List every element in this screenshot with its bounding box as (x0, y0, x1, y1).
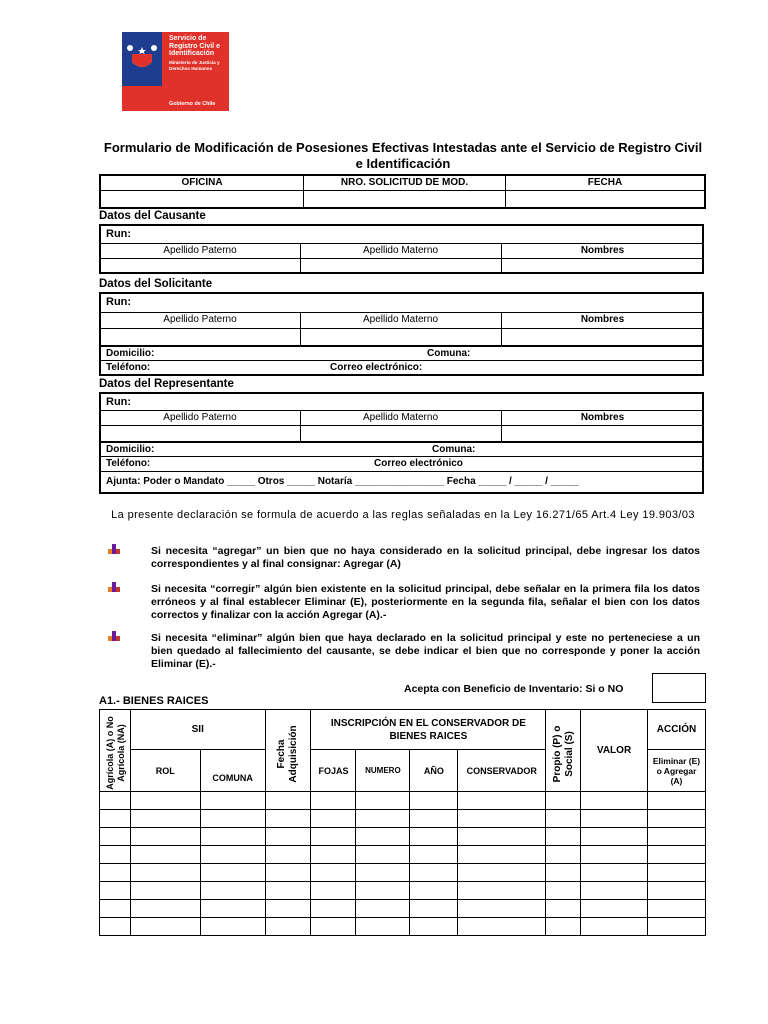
table-cell[interactable] (546, 828, 581, 846)
numero-header: NUMERO (356, 750, 410, 792)
note-agregar: Si necesita “agregar” un bien que no haya considerado en la solicitud principal, debe ingresar los datos correspondientes y al final consignar: Agregar (A) (151, 545, 700, 570)
table-cell[interactable] (581, 828, 648, 846)
table-cell[interactable] (581, 882, 648, 900)
table-cell[interactable] (458, 900, 546, 918)
table-cell[interactable] (130, 882, 200, 900)
table-cell[interactable] (130, 864, 200, 882)
bullet-icon (108, 581, 120, 593)
fecha-header: FECHA (506, 175, 706, 190)
table-cell[interactable] (200, 792, 265, 810)
table-cell[interactable] (200, 864, 265, 882)
accion-header: ACCIÓN (647, 710, 705, 750)
table-cell[interactable] (100, 846, 131, 864)
table-cell[interactable] (130, 792, 200, 810)
table-cell[interactable] (100, 918, 131, 936)
table-cell[interactable] (100, 900, 131, 918)
table-cell[interactable] (265, 846, 311, 864)
solicitante-comuna: Comuna: (427, 348, 471, 359)
table-cell[interactable] (581, 864, 648, 882)
table-cell[interactable] (356, 864, 410, 882)
table-cell[interactable] (130, 900, 200, 918)
acepta-beneficio-label: Acepta con Beneficio de Inventario: Si o NO (404, 683, 624, 695)
table-cell[interactable] (546, 846, 581, 864)
table-cell[interactable] (647, 900, 705, 918)
table-cell[interactable] (356, 828, 410, 846)
table-row (100, 846, 706, 864)
bullet-icon (108, 543, 120, 555)
conservador-header: CONSERVADOR (458, 750, 546, 792)
representante-title: Datos del Representante (99, 378, 234, 390)
fecha-field[interactable] (506, 190, 706, 208)
table-cell[interactable] (200, 900, 265, 918)
table-cell[interactable] (647, 882, 705, 900)
table-cell[interactable] (311, 810, 356, 828)
table-cell[interactable] (311, 792, 356, 810)
logo-line-2: Ministerio de Justicia y Derechos Humanos (169, 60, 220, 71)
table-cell[interactable] (647, 828, 705, 846)
table-row (100, 864, 706, 882)
table-cell[interactable] (311, 864, 356, 882)
table-cell[interactable] (410, 828, 458, 846)
table-cell[interactable] (546, 882, 581, 900)
representante-domicilio: Domicilio: (106, 444, 155, 455)
header-table (99, 174, 706, 209)
comuna-header: COMUNA (200, 750, 265, 792)
table-cell[interactable] (458, 918, 546, 936)
eliminar-agregar-header: Eliminar (E) o Agregar (A) (647, 750, 705, 792)
table-cell[interactable] (458, 846, 546, 864)
anio-header: AÑO (410, 750, 458, 792)
page-title: Formulario de Modificación de Posesiones Efectivas Intestadas ante el Servicio de Registro Civil e Identificación (103, 140, 703, 171)
bienes-raices-title: A1.- BIENES RAICES (99, 695, 209, 707)
coat-of-arms-icon (126, 38, 158, 78)
table-cell[interactable] (410, 882, 458, 900)
table-cell[interactable] (265, 918, 311, 936)
table-cell[interactable] (311, 846, 356, 864)
oficina-header: OFICINA (100, 175, 304, 190)
table-cell[interactable] (410, 900, 458, 918)
representante-nombres: Nombres (580, 412, 625, 423)
table-cell[interactable] (410, 864, 458, 882)
table-cell[interactable] (200, 882, 265, 900)
table-cell[interactable] (581, 792, 648, 810)
table-row (100, 882, 706, 900)
logo-line-3: Gobierno de Chile (169, 101, 216, 107)
oficina-field[interactable] (100, 190, 304, 208)
table-cell[interactable] (200, 846, 265, 864)
table-row (100, 918, 706, 936)
table-cell[interactable] (265, 864, 311, 882)
table-cell[interactable] (356, 918, 410, 936)
valor-header: VALOR (581, 710, 648, 792)
table-cell[interactable] (265, 810, 311, 828)
table-row (100, 900, 706, 918)
table-cell[interactable] (581, 918, 648, 936)
representante-run-label: Run: (106, 396, 132, 408)
solicitante-telefono: Teléfono: (106, 362, 151, 373)
table-cell[interactable] (458, 810, 546, 828)
table-row (100, 810, 706, 828)
note-corregir: Si necesita “corregir” algún bien existente en la solicitud principal, debe señalar en la primera fila los datos erróneos y al final establecer Eliminar (E), posteriormente en la segunda fila, señalar el bien con los datos correctos y finalizar con la acción Agregar (A).- (151, 583, 700, 621)
table-cell[interactable] (265, 882, 311, 900)
table-row (100, 792, 706, 810)
table-cell[interactable] (546, 900, 581, 918)
representante-apellido-materno: Apellido Materno (362, 412, 439, 423)
table-cell[interactable] (265, 828, 311, 846)
bienes-raices-table (99, 709, 706, 936)
declaracion-text: La presente declaración se formula de acuerdo a las reglas señaladas en la Ley 16.271/65 Art.4 Ley 19.903/03 (111, 509, 695, 521)
nro-solicitud-field[interactable] (304, 190, 506, 208)
table-cell[interactable] (410, 846, 458, 864)
table-cell[interactable] (311, 828, 356, 846)
rol-header: ROL (130, 750, 200, 792)
agricola-header: Agrícola (A) o No Agrícola (NA) (100, 710, 131, 792)
table-cell[interactable] (265, 792, 311, 810)
table-cell[interactable] (100, 882, 131, 900)
table-cell[interactable] (311, 918, 356, 936)
causante-run-label: Run: (106, 228, 132, 240)
fecha-adquisicion-header: Fecha Adquisición (265, 710, 311, 792)
table-cell[interactable] (311, 882, 356, 900)
causante-title: Datos del Causante (99, 210, 206, 222)
table-cell[interactable] (130, 918, 200, 936)
table-cell[interactable] (410, 810, 458, 828)
table-cell[interactable] (200, 828, 265, 846)
table-cell[interactable] (410, 918, 458, 936)
representante-correo: Correo electrónico (374, 458, 463, 469)
sii-header: SII (130, 710, 265, 750)
representante-apellido-paterno: Apellido Paterno (163, 412, 237, 423)
table-cell[interactable] (647, 864, 705, 882)
inscripcion-header: INSCRIPCIÓN EN EL CONSERVADOR DE BIENES RAICES (311, 710, 546, 750)
causante-nombres: Nombres (580, 245, 625, 256)
representante-telefono: Teléfono: (106, 458, 151, 469)
table-cell[interactable] (356, 846, 410, 864)
table-cell[interactable] (100, 828, 131, 846)
table-cell[interactable] (546, 864, 581, 882)
registro-civil-logo (122, 32, 229, 111)
table-cell[interactable] (356, 900, 410, 918)
table-cell[interactable] (581, 900, 648, 918)
acepta-beneficio-box[interactable] (652, 673, 706, 703)
solicitante-apellido-paterno: Apellido Paterno (163, 314, 237, 325)
representante-comuna: Comuna: (432, 444, 476, 455)
table-cell[interactable] (200, 918, 265, 936)
table-cell[interactable] (458, 828, 546, 846)
table-cell[interactable] (410, 792, 458, 810)
table-cell[interactable] (311, 900, 356, 918)
table-cell[interactable] (647, 792, 705, 810)
table-cell[interactable] (130, 828, 200, 846)
note-eliminar: Si necesita “eliminar” algún bien que haya declarado en la solicitud principal y este no perteneciese a un bien quedado al fallecimiento del causante, se debe indicar el bien que no corresponde y poner la acción Eliminar (E).- (151, 632, 700, 670)
table-cell[interactable] (581, 810, 648, 828)
table-cell[interactable] (546, 810, 581, 828)
table-cell[interactable] (647, 846, 705, 864)
table-cell[interactable] (130, 810, 200, 828)
causante-apellido-materno: Apellido Materno (362, 245, 439, 256)
causante-apellido-paterno: Apellido Paterno (163, 245, 237, 256)
table-cell[interactable] (458, 864, 546, 882)
solicitante-title: Datos del Solicitante (99, 278, 213, 290)
table-cell[interactable] (130, 846, 200, 864)
table-cell[interactable] (546, 918, 581, 936)
propio-social-header: Propio (P) o Social (S) (546, 710, 581, 792)
solicitante-apellido-materno: Apellido Materno (362, 314, 439, 325)
table-cell[interactable] (581, 846, 648, 864)
table-cell[interactable] (356, 792, 410, 810)
table-cell[interactable] (356, 810, 410, 828)
representante-ajunta: Ajunta: Poder o Mandato _____ Otros _____ Notaría ________________ Fecha _____ / _____ / _____ (106, 476, 579, 487)
bullet-icon (108, 630, 120, 642)
table-row (100, 828, 706, 846)
table-cell[interactable] (647, 810, 705, 828)
logo-line-1: Servicio de Registro Civil e Identificación (169, 35, 220, 57)
fojas-header: FOJAS (311, 750, 356, 792)
solicitante-domicilio: Domicilio: (106, 348, 155, 359)
table-cell[interactable] (356, 882, 410, 900)
table-cell[interactable] (100, 810, 131, 828)
solicitante-nombres: Nombres (580, 314, 625, 325)
nro-solicitud-header: NRO. SOLICITUD DE MOD. (304, 175, 506, 190)
solicitante-correo: Correo electrónico: (330, 362, 423, 373)
table-cell[interactable] (265, 900, 311, 918)
table-cell[interactable] (546, 792, 581, 810)
table-cell[interactable] (647, 918, 705, 936)
table-cell[interactable] (100, 864, 131, 882)
solicitante-run-label: Run: (106, 296, 132, 308)
table-cell[interactable] (458, 882, 546, 900)
table-cell[interactable] (200, 810, 265, 828)
table-cell[interactable] (458, 792, 546, 810)
